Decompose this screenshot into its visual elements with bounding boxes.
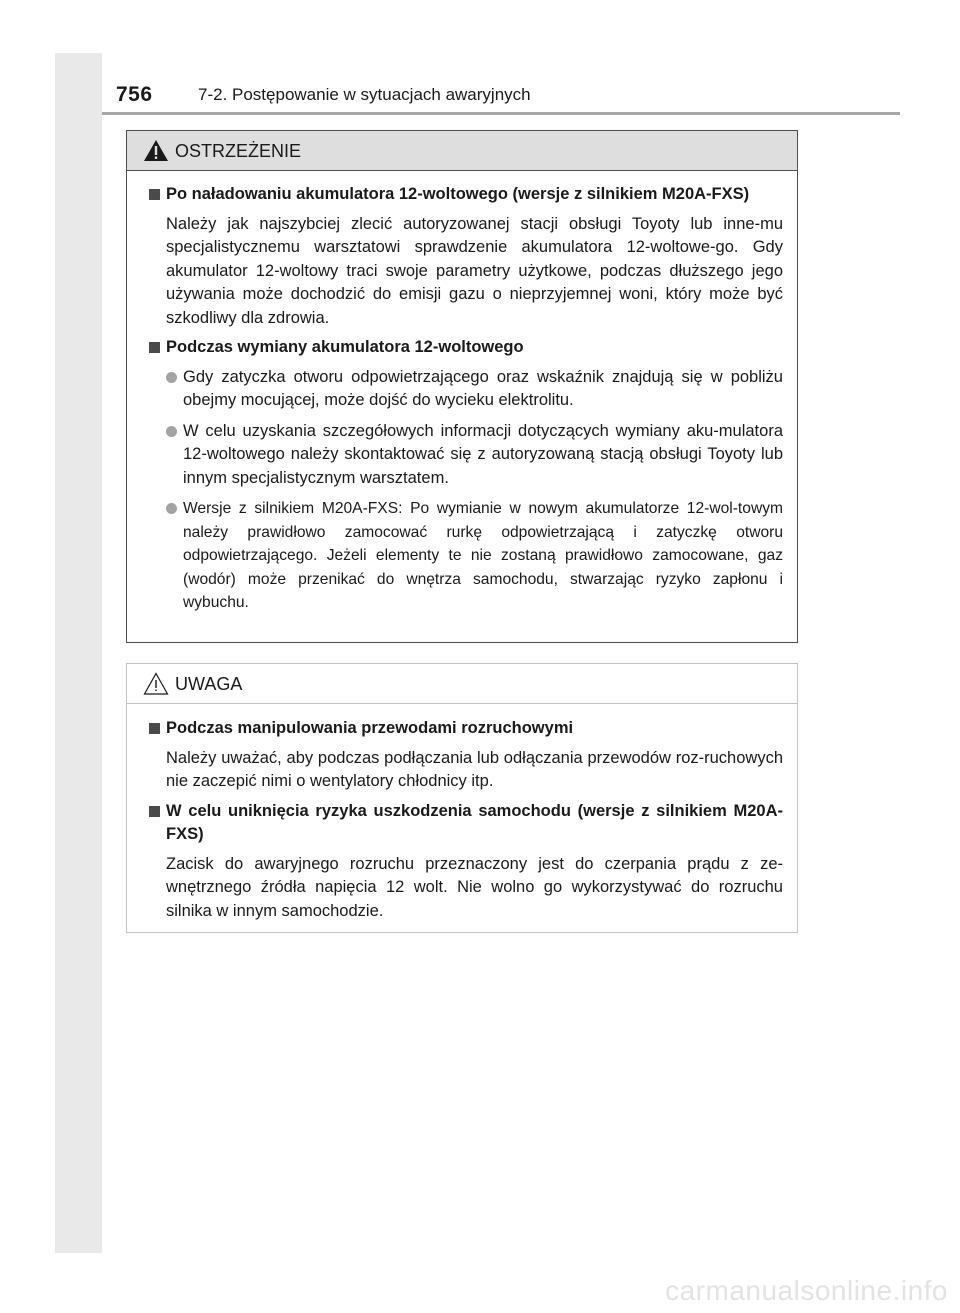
- warning-title: OSTRZEŻENIE: [175, 141, 302, 161]
- round-bullet-icon: [166, 372, 177, 383]
- caution-section-heading: Podczas manipulowania przewodami rozruchowymi: [149, 717, 783, 741]
- caution-section-text: Należy uważać, aby podczas podłączania lub odłączania przewodów roz-ruchowych nie zaczepić nimi o wentylatory chłodnicy itp.: [166, 748, 783, 790]
- warning-section-heading: Po naładowaniu akumulatora 12-woltowego (wersje z silnikiem M20A-FXS): [149, 183, 783, 207]
- caution-section-heading: W celu uniknięcia ryzyka uszkodzenia samochodu (wersje z silnikiem M20A-FXS): [149, 800, 783, 847]
- round-bullet-icon: [166, 503, 177, 514]
- warning-section-heading: Podczas wymiany akumulatora 12-woltowego: [149, 336, 783, 360]
- caution-body: [127, 704, 797, 923]
- square-bullet-icon: [149, 806, 160, 817]
- square-bullet-icon: [149, 189, 160, 200]
- watermark: carmanualsonline.info: [665, 1275, 948, 1306]
- page-header: [102, 53, 900, 113]
- warning-body: [127, 171, 797, 615]
- caution-triangle-icon: [143, 672, 169, 695]
- square-bullet-icon: [149, 723, 160, 734]
- side-tab-bar: [55, 53, 102, 1253]
- warning-header: [127, 131, 797, 171]
- warning-triangle-icon: [143, 139, 169, 162]
- section-title: 7-2. Postępowanie w sytuacjach awaryjnych: [198, 85, 531, 104]
- page-number: 756: [116, 83, 153, 106]
- bullet-item: Gdy zatyczka otworu odpowietrzającego oraz wskaźnik znajdują się w pobliżu obejmy mocującej, może dojść do wycieku elektrolitu.: [166, 366, 783, 413]
- bullet-item: Wersje z silnikiem M20A-FXS: Po wymianie w nowym akumulatorze 12-wol-towym należy prawidłowo zamocować rurkę odpowietrzającą i zatyczkę otworu odpowietrzającego. Jeżeli elementy te nie zostaną prawidłowo zamocowane, gaz (wodór) może przenikać do wnętrza samochodu, stwarzając ryzyko zapłonu i wybuchu.: [166, 497, 783, 615]
- warning-section-text: Należy jak najszybciej zlecić autoryzowanej stacji obsługi Toyoty lub inne-mu specjalistycznemu warsztatowi sprawdzenie akumulatora 12-woltowe-go. Gdy akumulator 12-woltowy traci swoje parametry użytkowe, podczas dłuższego jego używania może dochodzić do emisji gazu o nieprzyjemnej woni, który może być szkodliwy dla zdrowia.: [166, 214, 783, 327]
- warning-box: [126, 130, 798, 643]
- caution-title: UWAGA: [175, 674, 243, 694]
- bullet-item: W celu uzyskania szczegółowych informacji dotyczących wymiany aku-mulatora 12-woltowego należy skontaktować się z autoryzowaną stacją obsługi Toyoty lub innym specjalistycznym warsztatem.: [166, 420, 783, 491]
- square-bullet-icon: [149, 342, 160, 353]
- header-divider: [102, 112, 900, 115]
- caution-header: [127, 664, 797, 704]
- caution-box: [126, 663, 798, 933]
- round-bullet-icon: [166, 426, 177, 437]
- caution-section-text: Zacisk do awaryjnego rozruchu przeznaczony jest do czerpania prądu z ze-wnętrznego źródła napięcia 12 wolt. Nie wolno go wykorzystywać do rozruchu silnika w innym samochodzie.: [166, 854, 783, 920]
